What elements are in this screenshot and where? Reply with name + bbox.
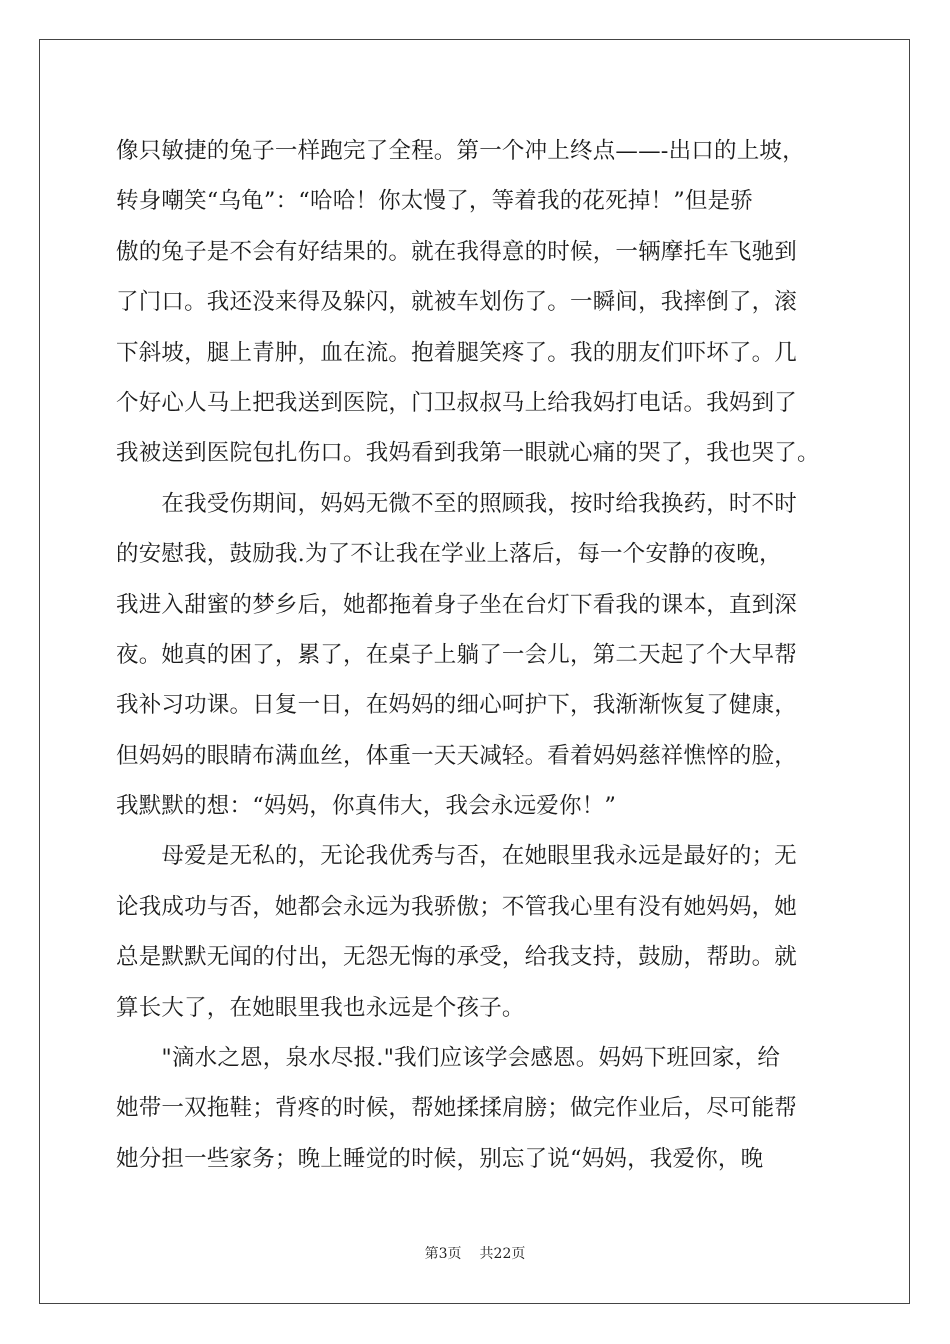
total-page-count: 共22页 [479, 1246, 526, 1262]
text-line: 了门口。我还没来得及躲闪，就被车划伤了。一瞬间，我摔倒了，滚 [116, 289, 798, 316]
text-line: 转身嘲笑“乌龟”：“哈哈！你太慢了，等着我的花死掉！”但是骄 [116, 188, 754, 215]
text-line: 论我成功与否，她都会永远为我骄傲；不管我心里有没有她妈妈，她 [116, 893, 798, 920]
paragraph-start-line: 在我受伤期间，妈妈无微不至的照顾我，按时给我换药，时不时 [116, 490, 798, 517]
text-line: 像只敏捷的兔子一样跑完了全程。第一个冲上终点——-出口的上坡， [116, 138, 805, 164]
text-line: 我进入甜蜜的梦乡后，她都拖着身子坐在台灯下看我的课本，直到深 [116, 591, 798, 618]
document-body [116, 126, 836, 1184]
text-line: 她带一双拖鞋；背疼的时候，帮她揉揉肩膀；做完作业后，尽可能帮 [116, 1095, 798, 1122]
text-line: 傲的兔子是不会有好结果的。就在我得意的时候，一辆摩托车飞驰到 [116, 238, 798, 265]
text-line: 算长大了，在她眼里我也永远是个孩子。 [116, 994, 525, 1021]
text-line: 夜。她真的困了，累了，在桌子上躺了一会儿，第二天起了个大早帮 [116, 641, 798, 668]
paragraph-start-line: "滴水之恩，泉水尽报."我们应该学会感恩。妈妈下班回家，给 [116, 1045, 781, 1072]
text-line: 但妈妈的眼睛布满血丝，体重一天天减轻。看着妈妈慈祥憔悴的脸， [116, 742, 798, 769]
text-line: 的安慰我，鼓励我.为了不让我在学业上落后，每一个安静的夜晚， [116, 541, 782, 568]
text-line: 我被送到医院包扎伤口。我妈看到我第一眼就心痛的哭了，我也哭了。 [116, 440, 820, 467]
text-line: 我补习功课。日复一日，在妈妈的细心呵护下，我渐渐恢复了健康， [116, 692, 798, 719]
text-line: 她分担一些家务；晚上睡觉的时候，别忘了说“妈妈，我爱你，晚 [116, 1145, 764, 1172]
text-line: 个好心人马上把我送到医院，门卫叔叔马上给我妈打电话。我妈到了 [116, 389, 798, 416]
current-page-number: 第3页 [424, 1246, 462, 1262]
page-footer [0, 1244, 950, 1264]
text-line: 总是默默无闻的付出，无怨无悔的承受，给我支持，鼓励，帮助。就 [116, 944, 798, 971]
text-line: 下斜坡，腿上青肿，血在流。抱着腿笑疼了。我的朋友们吓坏了。几 [116, 339, 798, 366]
paragraph-start-line: 母爱是无私的，无论我优秀与否，在她眼里我永远是最好的；无 [116, 843, 798, 870]
text-line: 我默默的想：“妈妈，你真伟大，我会永远爱你！” [116, 793, 617, 820]
